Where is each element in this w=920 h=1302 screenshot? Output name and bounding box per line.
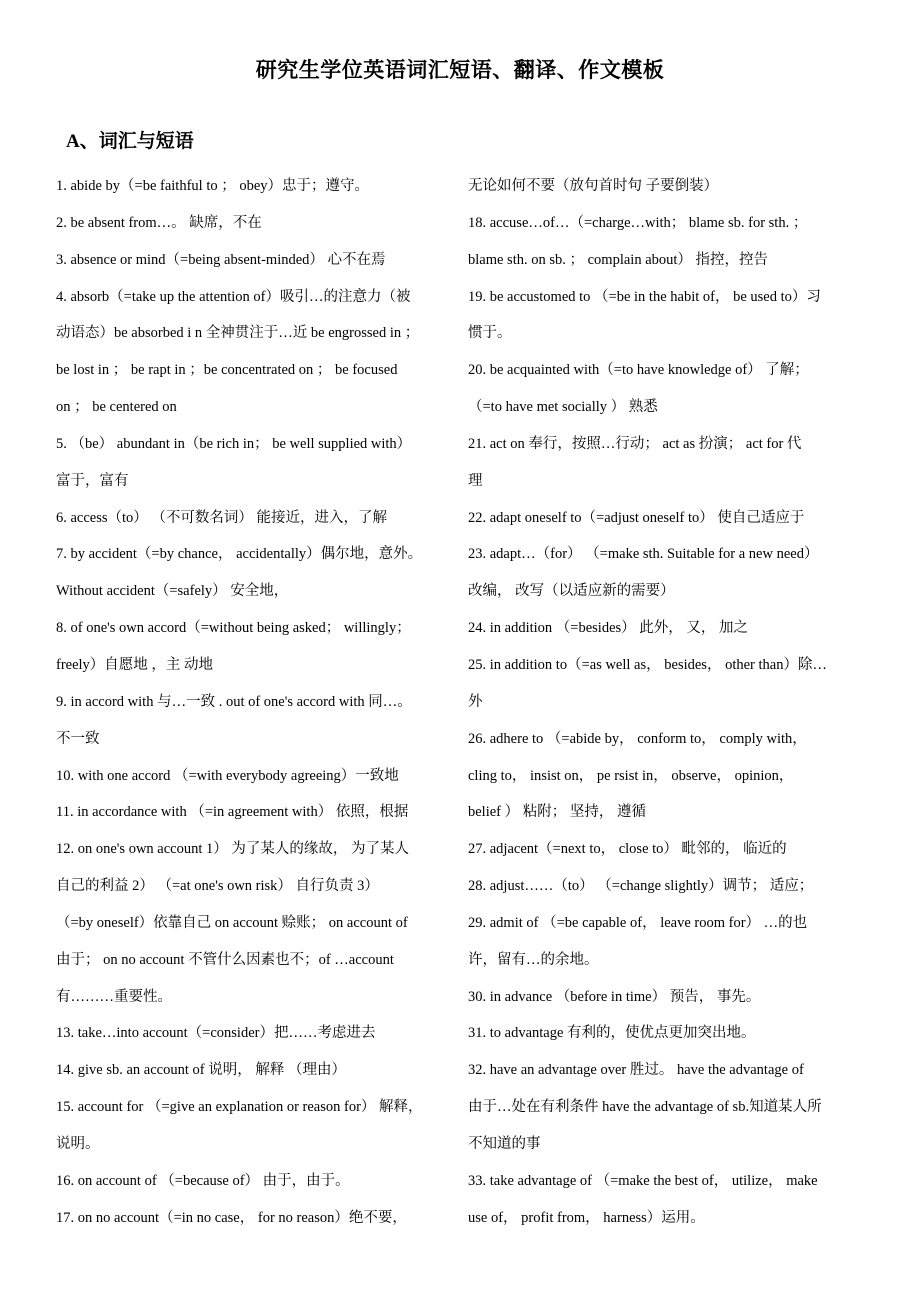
text-line: on ； be centered on xyxy=(56,399,177,416)
text-line: 14. give sb. an account of 说明， 解释 （理由） xyxy=(56,1062,346,1079)
text-line: 26. adhere to （=abide by， conform to， comply with， xyxy=(468,730,807,747)
text-line: 6. access（to） （不可数名词） 能接近，进入，了解 xyxy=(56,509,388,526)
text-line: （=by oneself）依靠自己 on account 赊账； on account of xyxy=(56,914,408,931)
section-heading: A、词汇与短语 xyxy=(66,131,194,152)
text-line: 自己的利益 2） （=at one's own risk） 自行负责 3） xyxy=(56,878,379,895)
text-line: 30. in advance （before in time） 预告， 事先。 xyxy=(468,988,761,1005)
text-line: 20. be acquainted with（=to have knowledge of） 了解； xyxy=(468,362,809,379)
right-column xyxy=(468,168,878,1236)
text-line: 7. by accident（=by chance， accidentally）偶尔地，意外。 xyxy=(56,546,423,563)
text-line: 15. account for （=give an explanation or reason for） 解释， xyxy=(56,1099,423,1116)
text-line: belief ） 粘附； 坚持， 遵循 xyxy=(468,804,647,821)
text-line: use of， profit from， harness）运用。 xyxy=(468,1209,705,1226)
text-line: cling to， insist on， pe rsist in， observe， opinion， xyxy=(468,767,794,784)
text-line: 不知道的事 xyxy=(468,1135,541,1152)
text-line: 8. of one's own accord（=without being asked； willingly； xyxy=(56,620,411,637)
text-line: 17. on no account（=in no case， for no reason）绝不要， xyxy=(56,1209,407,1226)
text-line: 无论如何不要（放句首时句 子要倒装） xyxy=(468,178,719,194)
text-line: 32. have an advantage over 胜过。 have the advantage of xyxy=(468,1062,804,1079)
text-line: blame sth. on sb. ； complain about） 指控，控告 xyxy=(468,251,769,268)
text-line: 不一致 xyxy=(56,730,100,747)
text-line: 19. be accustomed to （=be in the habit of， be used to）习 xyxy=(468,288,821,305)
text-line: 28. adjust……（to） （=change slightly）调节； 适应； xyxy=(468,878,814,895)
text-line: Without accident（=safely） 安全地， xyxy=(56,583,289,600)
text-line: 说明。 xyxy=(56,1135,100,1152)
text-line: 动语态）be absorbed i n 全神贯注于…近 be engrossed in ； xyxy=(56,325,420,342)
text-line: 3. absence or mind（=being absent-minded） 心不在焉 xyxy=(56,251,386,268)
text-line: 2. be absent from…。 缺席，不在 xyxy=(56,214,262,231)
page-title: 研究生学位英语词汇短语、翻译、作文模板 xyxy=(255,58,665,82)
text-line: 24. in addition （=besides） 此外， 又， 加之 xyxy=(468,620,749,637)
text-line: 33. take advantage of （=make the best of， utilize， make xyxy=(468,1172,818,1189)
text-line: 27. adjacent（=next to， close to） 毗邻的， 临近的 xyxy=(468,841,787,858)
text-line: 10. with one accord （=with everybody agreeing）一致地 xyxy=(56,767,399,784)
text-line: 惯于。 xyxy=(468,325,512,342)
text-line: 31. to advantage 有利的，使优点更加突出地。 xyxy=(468,1025,756,1042)
text-line: 9. in accord with 与…一致 . out of one's accord with 同…。 xyxy=(56,693,412,710)
text-line: 12. on one's own account 1） 为了某人的缘故， 为了某人 xyxy=(56,841,409,858)
text-line: 22. adapt oneself to（=adjust oneself to） 使自己适应于 xyxy=(468,509,805,526)
text-line: 改编， 改写（以适应新的需要） xyxy=(468,583,675,600)
text-line: 理 xyxy=(468,472,483,489)
text-line: 由于； on no account 不管什么因素也不；of …account xyxy=(56,951,394,968)
text-line: 11. in accordance with （=in agreement with） 依照，根据 xyxy=(56,804,409,821)
text-line: （=to have met socially ） 熟悉 xyxy=(468,399,658,416)
left-column xyxy=(56,168,466,1236)
text-line: 18. accuse…of…（=charge…with； blame sb. for sth. ； xyxy=(468,214,808,231)
text-line: 1. abide by（=be faithful to ； obey）忠于；遵守。 xyxy=(56,178,370,194)
text-line: 25. in addition to（=as well as， besides， other than）除… xyxy=(468,656,827,673)
text-line: 外 xyxy=(468,693,483,710)
text-line: 富于，富有 xyxy=(56,472,129,489)
text-line: be lost in ； be rapt in ；be concentrated on ； be focused xyxy=(56,362,398,379)
text-line: 由于…处在有利条件 have the advantage of sb.知道某人所 xyxy=(468,1099,822,1116)
text-line: 13. take…into account（=consider）把……考虑进去 xyxy=(56,1025,376,1042)
text-line: 21. act on 奉行，按照…行动； act as 扮演； act for 代 xyxy=(468,435,802,452)
text-line: 5. （be） abundant in（be rich in； be well supplied with） xyxy=(56,435,412,452)
text-line: 23. adapt…（for） （=make sth. Suitable for a new need） xyxy=(468,546,819,563)
text-line: 4. absorb（=take up the attention of）吸引…的注意力（被 xyxy=(56,288,411,305)
text-line: 29. admit of （=be capable of， leave room for） …的也 xyxy=(468,914,808,931)
text-line: 许，留有…的余地。 xyxy=(468,951,599,968)
text-line: 有………重要性。 xyxy=(56,988,172,1005)
text-line: freely）自愿地 ，主 动地 xyxy=(56,656,214,673)
text-line: 16. on account of （=because of） 由于，由于。 xyxy=(56,1172,350,1189)
